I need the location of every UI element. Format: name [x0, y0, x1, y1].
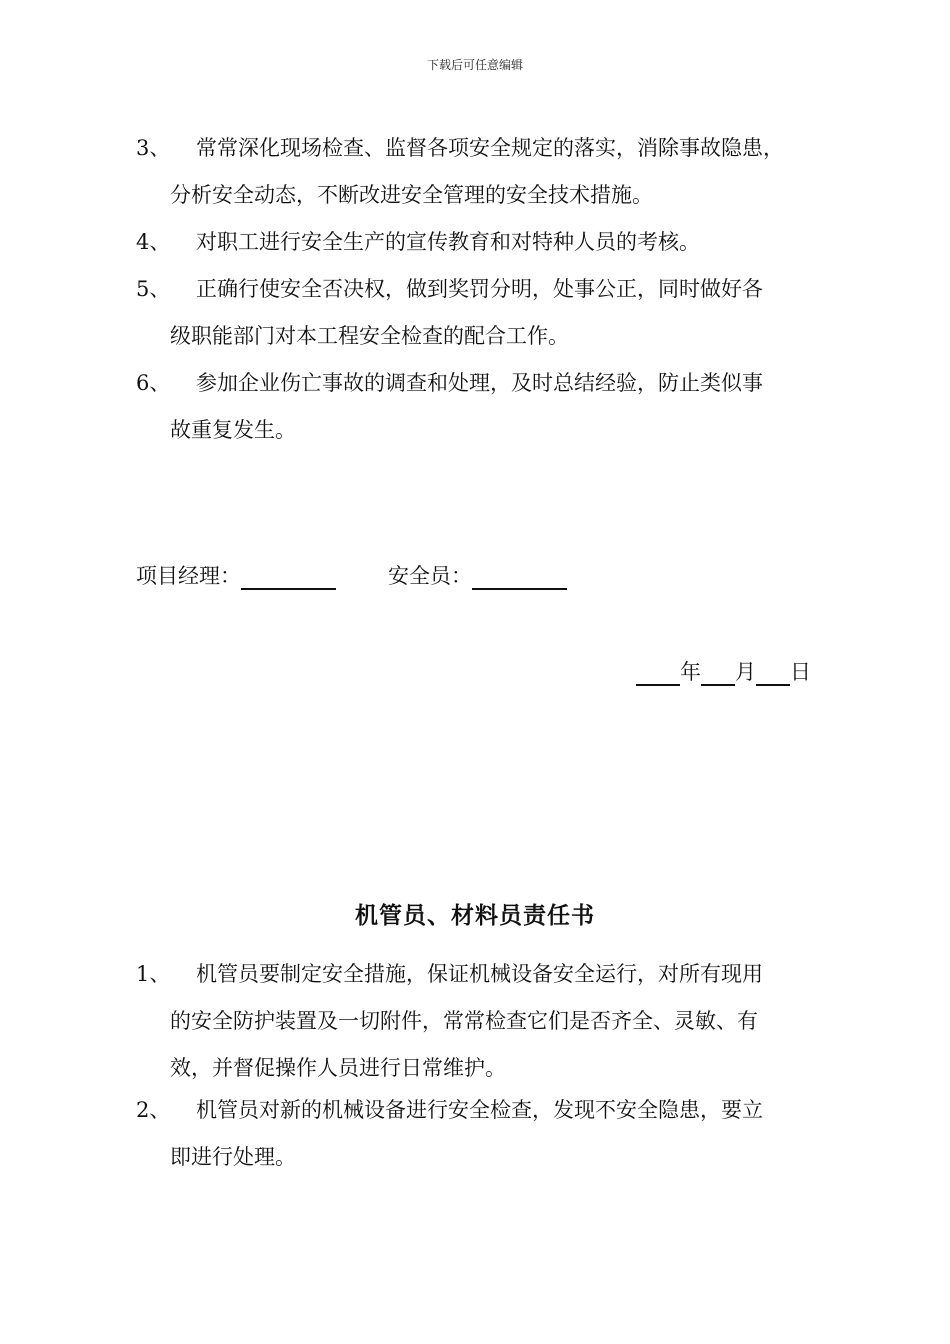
item-number: 1、 — [136, 962, 171, 986]
list-item-3 — [136, 136, 836, 230]
safety-officer-label: 安全员： — [388, 564, 472, 588]
item-text-line: 效，并督促操作人员进行日常维护。 — [170, 1056, 506, 1080]
item-number: 2、 — [136, 1098, 171, 1122]
item-text-line: 正确行使安全否决权，做到奖罚分明，处事公正，同时做好各 — [196, 277, 763, 301]
safety-officer-blank[interactable] — [472, 570, 567, 590]
item-text-line: 的安全防护装置及一切附件，常常检查它们是否齐全、灵敏、有 — [170, 1009, 758, 1033]
list-item-1 — [136, 962, 836, 1103]
item-number: 5、 — [136, 277, 171, 301]
year-label: 年 — [680, 660, 701, 684]
item-text-line: 即进行处理。 — [170, 1145, 296, 1169]
list-item-2 — [136, 1098, 836, 1192]
item-number: 6、 — [136, 371, 171, 395]
item-text-line: 级职能部门对本工程安全检查的配合工作。 — [170, 324, 569, 348]
day-label: 日 — [790, 660, 811, 684]
list-item-6 — [136, 371, 836, 465]
section-title: 机管员、材料员责任书 — [355, 902, 595, 929]
item-text-line: 分析安全动态，不断改进安全管理的安全技术措施。 — [170, 183, 653, 207]
item-number: 3、 — [136, 136, 171, 160]
item-text-line: 参加企业伤亡事故的调查和处理，及时总结经验，防止类似事 — [196, 371, 763, 395]
signature-line — [136, 560, 567, 590]
item-text-line: 对职工进行安全生产的宣传教育和对特种人员的考核。 — [196, 230, 700, 254]
header-note: 下载后可任意编辑 — [426, 58, 523, 72]
list-item-4 — [136, 230, 836, 277]
month-blank[interactable] — [701, 666, 735, 686]
item-text-line: 常常深化现场检查、监督各项安全规定的落实，消除事故隐患， — [196, 136, 784, 160]
item-text-line: 机管员对新的机械设备进行安全检查，发现不安全隐患，要立 — [196, 1098, 763, 1122]
project-manager-blank[interactable] — [241, 570, 336, 590]
year-blank[interactable] — [636, 666, 680, 686]
list-item-5 — [136, 277, 836, 371]
item-number: 4、 — [136, 230, 171, 254]
day-blank[interactable] — [756, 666, 790, 686]
date-line — [636, 656, 811, 686]
item-text-line: 机管员要制定安全措施，保证机械设备安全运行，对所有现用 — [196, 962, 763, 986]
month-label: 月 — [735, 660, 756, 684]
item-text-line: 故重复发生。 — [170, 418, 296, 442]
project-manager-label: 项目经理： — [136, 564, 241, 588]
